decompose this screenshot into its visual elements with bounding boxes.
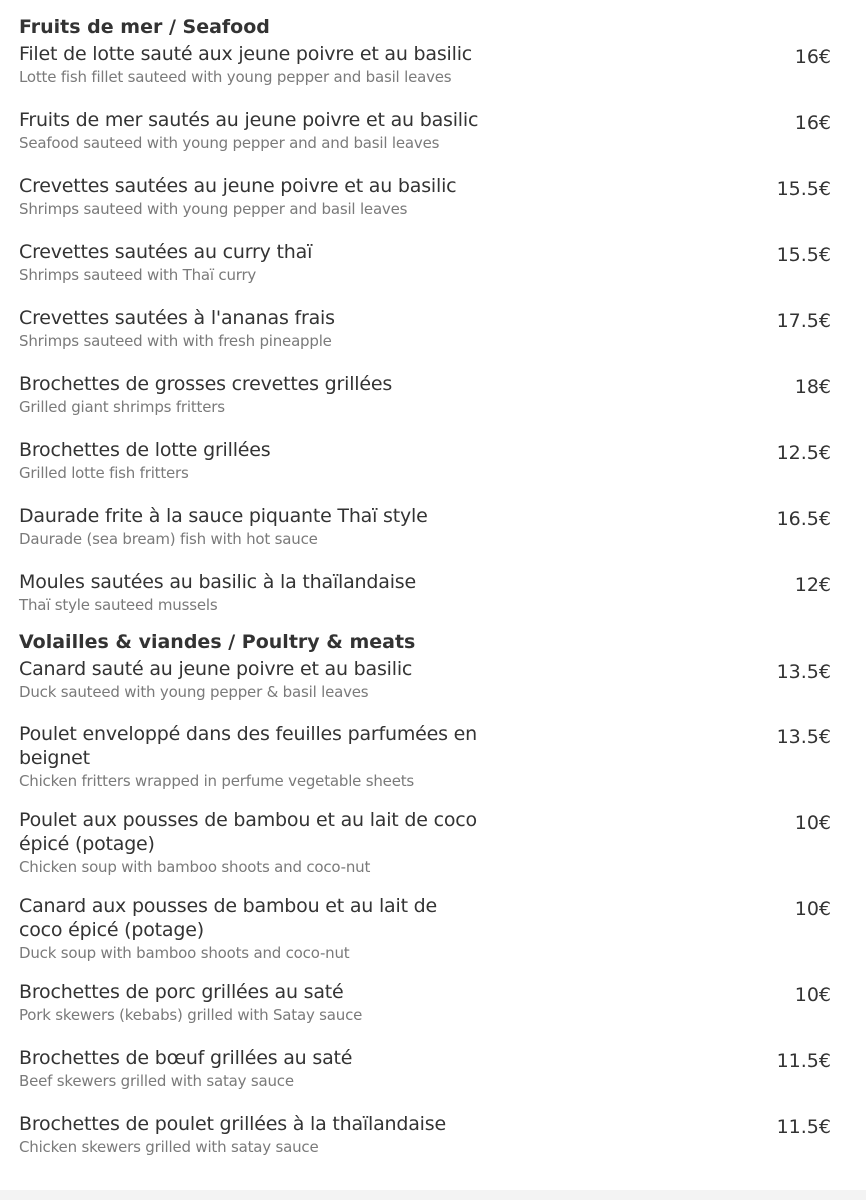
item-name: Fruits de mer sautés au jeune poivre et au basilic	[19, 109, 479, 131]
item-name: Filet de lotte sauté aux jeune poivre et au basilic	[19, 43, 473, 65]
menu-item	[19, 504, 831, 570]
item-description: Shrimps sauteed with young pepper and basil leaves	[19, 200, 408, 218]
menu-item	[19, 240, 831, 306]
item-price: 11.5€	[776, 1116, 831, 1138]
item-price: 13.5€	[776, 661, 831, 683]
item-name: Moules sautées au basilic à la thaïlandaise	[19, 571, 416, 593]
item-name: Brochettes de porc grillées au saté	[19, 981, 344, 1003]
item-description: Lotte fish fillet sauteed with young pepper and basil leaves	[19, 68, 452, 86]
item-description: Chicken fritters wrapped in perfume vegetable sheets	[19, 772, 415, 790]
page-bottom-edge	[0, 1190, 866, 1200]
item-price: 11.5€	[776, 1050, 831, 1072]
item-name: Daurade frite à la sauce piquante Thaï style	[19, 505, 428, 527]
item-description: Beef skewers grilled with satay sauce	[19, 1072, 294, 1090]
item-price: 12.5€	[776, 442, 831, 464]
menu	[19, 12, 831, 1162]
item-name: Canard aux pousses de bambou et au lait de coco épicé (potage)	[19, 895, 438, 941]
menu-item	[19, 894, 831, 980]
item-description: Duck soup with bamboo shoots and coco-nut	[19, 944, 350, 962]
menu-item	[19, 174, 831, 240]
menu-item	[19, 108, 831, 174]
item-name: Crevettes sautées à l'ananas frais	[19, 307, 335, 329]
menu-item	[19, 1046, 831, 1112]
item-price: 16.5€	[776, 508, 831, 530]
menu-item	[19, 1112, 831, 1162]
item-name: Brochettes de lotte grillées	[19, 439, 271, 461]
item-price: 12€	[794, 574, 831, 596]
item-price: 17.5€	[776, 310, 831, 332]
item-price: 10€	[794, 984, 831, 1006]
item-name: Crevettes sautées au curry thaï	[19, 241, 313, 263]
item-description: Seafood sauteed with young pepper and and basil leaves	[19, 134, 440, 152]
item-price: 10€	[794, 812, 831, 834]
item-description: Shrimps sauteed with Thaï curry	[19, 266, 257, 284]
item-name: Poulet aux pousses de bambou et au lait de coco épicé (potage)	[19, 809, 477, 855]
section-title-poultry-meats: Volailles & viandes / Poultry & meats	[19, 631, 416, 653]
item-name: Canard sauté au jeune poivre et au basilic	[19, 658, 413, 680]
item-price: 13.5€	[776, 726, 831, 748]
menu-item	[19, 657, 831, 722]
menu-item	[19, 570, 831, 624]
item-name: Crevettes sautées au jeune poivre et au basilic	[19, 175, 457, 197]
item-description: Thaï style sauteed mussels	[19, 596, 218, 614]
menu-item	[19, 306, 831, 372]
item-description: Chicken soup with bamboo shoots and coco-nut	[19, 858, 371, 876]
menu-item	[19, 438, 831, 504]
item-name: Brochettes de grosses crevettes grillées	[19, 373, 393, 395]
item-price: 15.5€	[776, 178, 831, 200]
item-name: Brochettes de bœuf grillées au saté	[19, 1047, 353, 1069]
item-price: 16€	[794, 46, 831, 68]
item-description: Grilled lotte fish fritters	[19, 464, 189, 482]
section-title-seafood: Fruits de mer / Seafood	[19, 16, 270, 38]
item-description: Daurade (sea bream) fish with hot sauce	[19, 530, 318, 548]
menu-item	[19, 980, 831, 1046]
menu-item	[19, 808, 831, 894]
item-description: Pork skewers (kebabs) grilled with Satay sauce	[19, 1006, 363, 1024]
menu-item	[19, 372, 831, 438]
item-price: 18€	[794, 376, 831, 398]
menu-item	[19, 722, 831, 808]
item-description: Chicken skewers grilled with satay sauce	[19, 1138, 319, 1156]
item-price: 16€	[794, 112, 831, 134]
item-description: Shrimps sauteed with with fresh pineapple	[19, 332, 332, 350]
item-description: Duck sauteed with young pepper & basil leaves	[19, 683, 369, 701]
item-description: Grilled giant shrimps fritters	[19, 398, 225, 416]
item-price: 10€	[794, 898, 831, 920]
item-price: 15.5€	[776, 244, 831, 266]
item-name: Poulet enveloppé dans des feuilles parfumées en beignet	[19, 723, 477, 769]
menu-item	[19, 42, 831, 108]
item-name: Brochettes de poulet grillées à la thaïlandaise	[19, 1113, 446, 1135]
